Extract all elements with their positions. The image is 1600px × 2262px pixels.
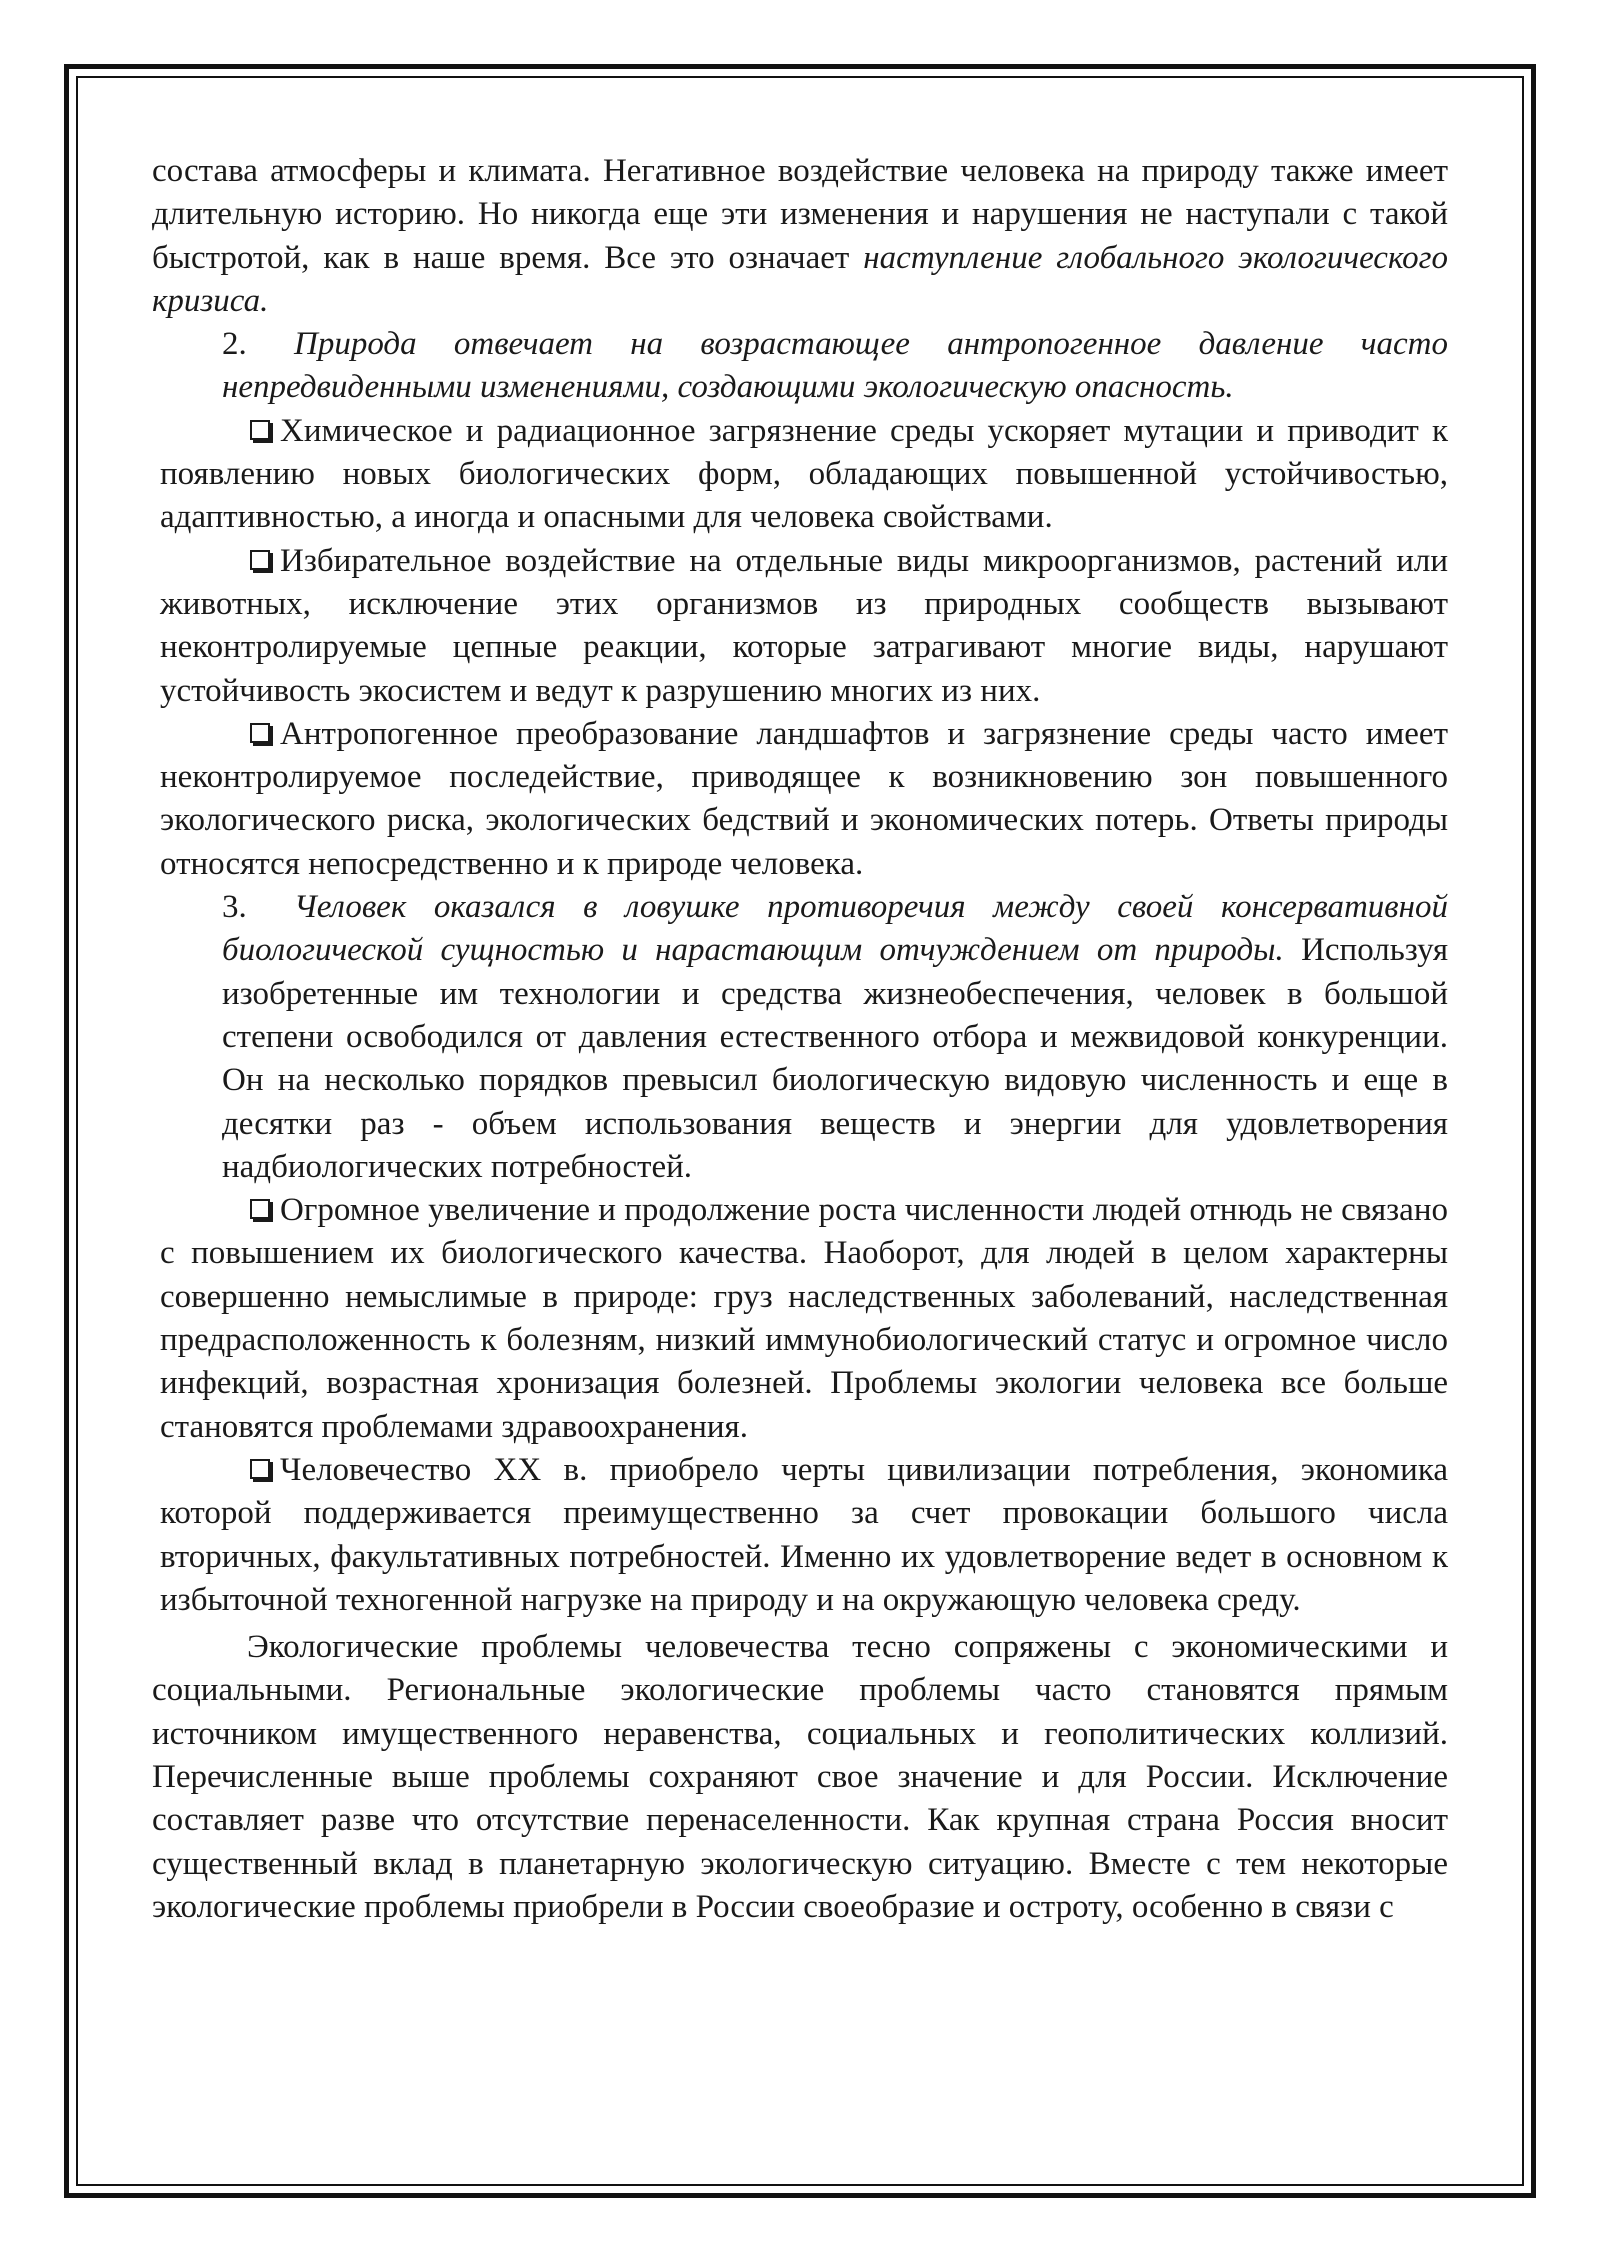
numbered-item-3	[152, 886, 1448, 1189]
item-3-text: Используя изобретенные им технологии и средства жизнеобеспечения, человек в большой степени освободился от давления естественного отбора и межвидовой конкуренции. Он на несколько порядков превысил биологическую видовую численность и еще в десятки раз - объем использования веществ и энергии для удовлетворения надбиологических потребностей.	[222, 932, 1448, 1185]
bullet-text: Огромное увеличение и продолжение роста численности людей отнюдь не связано с повышением их биологического качества. Наоборот, для людей в целом характерны совершенно немыслимые в природе: груз наследственных заболеваний, наследственная предрасположенность к болезням, низкий иммунобиологический статус и огромное число инфекций, возрастная хронизация болезней. Проблемы экологии человека все больше становятся проблемами здравоохранения.	[160, 1192, 1448, 1445]
bullet-item	[152, 713, 1448, 886]
paragraph-intro-text: состава атмосферы и климата. Негативное воздействие человека на природу также имеет длительную историю. Но никогда еще эти изменения и нарушения не наступали с такой быстротой, как в наше время. Все это означает	[152, 153, 1448, 276]
item-number: 2.	[222, 326, 247, 363]
bullet-item	[152, 540, 1448, 713]
checkbox-bullet-icon	[250, 1199, 270, 1219]
bullet-text: Антропогенное преобразование ландшафтов и загрязнение среды часто имеет неконтролируемое последействие, приводящее к возникновению зон повышенного экологического риска, экологических бедствий и экономических потерь. Ответы природы относятся непосредственно и к природе человека.	[160, 715, 1448, 882]
checkbox-bullet-icon	[250, 420, 270, 440]
checkbox-bullet-icon	[250, 550, 270, 570]
bullet-text: Химическое и радиационное загрязнение среды ускоряет мутации и приводит к появлению новых биологических форм, обладающих повышенной устойчивостью, адаптивностью, а иногда и опасными для человека свойствами.	[160, 412, 1448, 536]
checkbox-bullet-icon	[250, 723, 270, 743]
bullet-item	[152, 410, 1448, 540]
document-body	[152, 150, 1448, 1929]
numbered-item-2	[152, 323, 1448, 410]
paragraph-intro	[152, 150, 1448, 323]
item-3-emphasis: Человек оказался в ловушке противоречия между своей консервативной биологической сущностью и нарастающим отчуждением от природы.	[222, 889, 1448, 969]
bullet-item	[152, 1449, 1448, 1622]
bullet-item	[152, 1189, 1448, 1449]
checkbox-bullet-icon	[250, 1459, 270, 1479]
paragraph-conclusion: Экологические проблемы человечества тесно сопряжены с экономическими и социальными. Региональные экологические проблемы часто становятся прямым источником имущественного неравенства, социальных и геополитических коллизий. Перечисленные выше проблемы сохраняют свое значение и для России. Исключение составляет разве что отсутствие перенаселенности. Как крупная страна Россия вносит существенный вклад в планетарную экологическую ситуацию. Вместе с тем некоторые экологические проблемы приобрели в России своеобразие и остроту, особенно в связи с	[152, 1629, 1448, 1925]
item-2-emphasis: Природа отвечает на возрастающее антропогенное давление часто непредвиденными изменениями, создающими экологическую опасность.	[222, 326, 1448, 406]
bullet-text: Человечество XX в. приобрело черты цивилизации потребления, экономика которой поддерживается преимущественно за счет провокации большого числа вторичных, факультативных потребностей. Именно их удовлетворение ведет в основном к избыточной техногенной нагрузке на природу и на окружающую человека среду.	[160, 1451, 1448, 1618]
paragraph-intro-emphasis: наступление глобального экологического кризиса.	[152, 239, 1448, 319]
item-number: 3.	[222, 889, 247, 926]
bullet-text: Избирательное воздействие на отдельные виды микроорганизмов, растений или животных, исключение этих организмов из природных сообществ вызывают неконтролируемые цепные реакции, которые затрагивают многие виды, нарушают устойчивость экосистем и ведут к разрушению многих из них.	[160, 542, 1448, 709]
